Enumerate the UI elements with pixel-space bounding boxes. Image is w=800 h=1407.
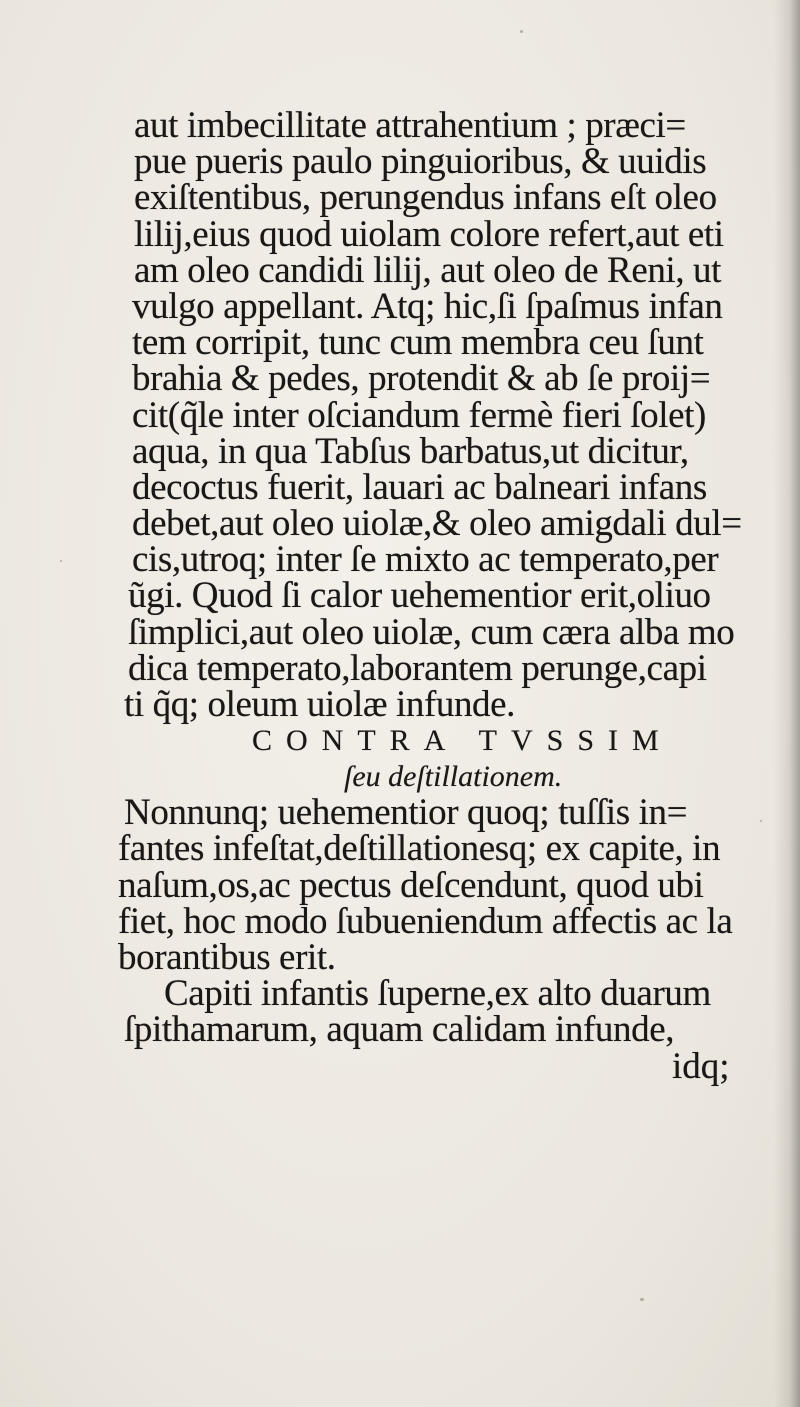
text-line: ſimplici,aut oleo uiolæ, cum cæra alba mo: [128, 611, 735, 653]
text-line: fiet, hoc modo ſubueniendum affectis ac la: [118, 900, 733, 942]
text-line: Capiti infantis ſuperne,ex alto duarum: [164, 973, 711, 1015]
text-line: ũgi. Quod ſi calor uehementior erit,oliuo: [128, 575, 711, 617]
text-line: brahia & pedes, protendit & ab ſe proij=: [132, 358, 711, 400]
page-text: [112, 105, 772, 1087]
text-line: am oleo candidi lilij, aut oleo de Reni, ut: [134, 249, 721, 291]
text-line: fantes infeſtat,deſtillationesq; ex capite, in: [118, 828, 721, 870]
page-edge-shadow: [774, 0, 800, 1407]
text-line: Nonnunq; uehementior quoq; tuſſis in=: [124, 792, 688, 834]
text-line: aut imbecillitate attrahentium ; præci=: [134, 105, 686, 146]
ink-speck: [60, 560, 62, 562]
text-line: pue pueris paulo pinguioribus, & uuidis: [134, 141, 707, 183]
text-line: lilij,eius quod uiolam colore refert,aut eti: [134, 213, 724, 255]
catchword: idq;: [672, 1045, 730, 1087]
ink-speck: [520, 30, 523, 33]
text-line: naſum,os,ac pectus deſcendunt, quod ubi: [118, 864, 704, 906]
section-heading: CONTRA TVSSIM: [252, 724, 673, 758]
text-line: cit(q̃le inter oſciandum fermè fieri ſolet): [132, 394, 706, 436]
text-line: decoctus fuerit, lauari ac balneari infans: [132, 466, 707, 508]
text-line: vulgo appellant. Atq; hic,ſi ſpaſmus infan: [132, 285, 723, 327]
section-subheading: ſeu deſtillationem.: [344, 760, 563, 794]
text-line: tem corripit, tunc cum membra ceu ſunt: [132, 322, 704, 364]
text-line: dica temperato,laborantem perunge,capi: [128, 647, 707, 689]
text-line: ti q̃q; oleum uiolæ infunde.: [124, 684, 516, 725]
text-line: debet,aut oleo uiolæ,& oleo amigdali dul=: [132, 503, 742, 545]
text-line: exiſtentibus, perungendus infans eſt oleo: [134, 177, 717, 219]
text-line: borantibus erit.: [118, 936, 336, 978]
text-line: ſpithamarum, aquam calidam infunde,: [124, 1009, 675, 1051]
text-line: aqua, in qua Tabſus barbatus,ut dicitur,: [132, 430, 689, 472]
ink-speck: [640, 1298, 644, 1301]
text-line: cis,utroq; inter ſe mixto ac temperato,per: [132, 539, 719, 581]
